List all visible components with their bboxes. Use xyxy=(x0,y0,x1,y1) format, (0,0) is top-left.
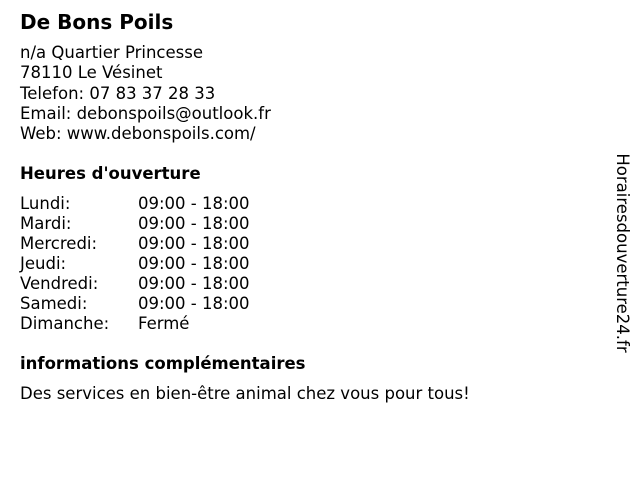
address-line-2: 78110 Le Vésinet xyxy=(20,63,163,83)
time-value: 09:00 - 18:00 xyxy=(138,254,250,273)
day-label: Samedi: xyxy=(20,294,88,313)
additional-info-text: Des services en bien-être animal chez vous pour tous! xyxy=(20,384,470,403)
hours-row-friday xyxy=(20,274,250,294)
business-name: De Bons Poils xyxy=(20,10,174,34)
day-label: Vendredi: xyxy=(20,274,99,293)
time-value: 09:00 - 18:00 xyxy=(138,194,250,213)
time-value: 09:00 - 18:00 xyxy=(138,294,250,313)
phone-line: Telefon: 07 83 37 28 33 xyxy=(20,83,216,103)
hours-row-tuesday xyxy=(20,214,250,234)
site-watermark: Horairesdouverture24.fr xyxy=(613,153,632,353)
time-value: Fermé xyxy=(138,314,190,333)
opening-hours-table xyxy=(20,194,250,334)
day-label: Lundi: xyxy=(20,194,71,213)
day-label: Mardi: xyxy=(20,214,72,233)
day-label: Mercredi: xyxy=(20,234,98,253)
additional-info-heading: informations complémentaires xyxy=(20,354,306,373)
hours-row-thursday xyxy=(20,254,250,274)
opening-hours-heading: Heures d'ouverture xyxy=(20,164,201,183)
web-line: Web: www.debonspoils.com/ xyxy=(20,124,256,144)
day-label: Jeudi: xyxy=(20,254,67,273)
time-value: 09:00 - 18:00 xyxy=(138,234,250,253)
hours-row-saturday xyxy=(20,294,250,314)
hours-row-monday xyxy=(20,194,250,214)
day-label: Dimanche: xyxy=(20,314,110,333)
time-value: 09:00 - 18:00 xyxy=(138,214,250,233)
email-line: Email: debonspoils@outlook.fr xyxy=(20,103,271,123)
time-value: 09:00 - 18:00 xyxy=(138,274,250,293)
contact-block xyxy=(20,43,271,144)
address-line-1: n/a Quartier Princesse xyxy=(20,43,203,62)
hours-row-sunday xyxy=(20,314,250,334)
hours-row-wednesday xyxy=(20,234,250,254)
